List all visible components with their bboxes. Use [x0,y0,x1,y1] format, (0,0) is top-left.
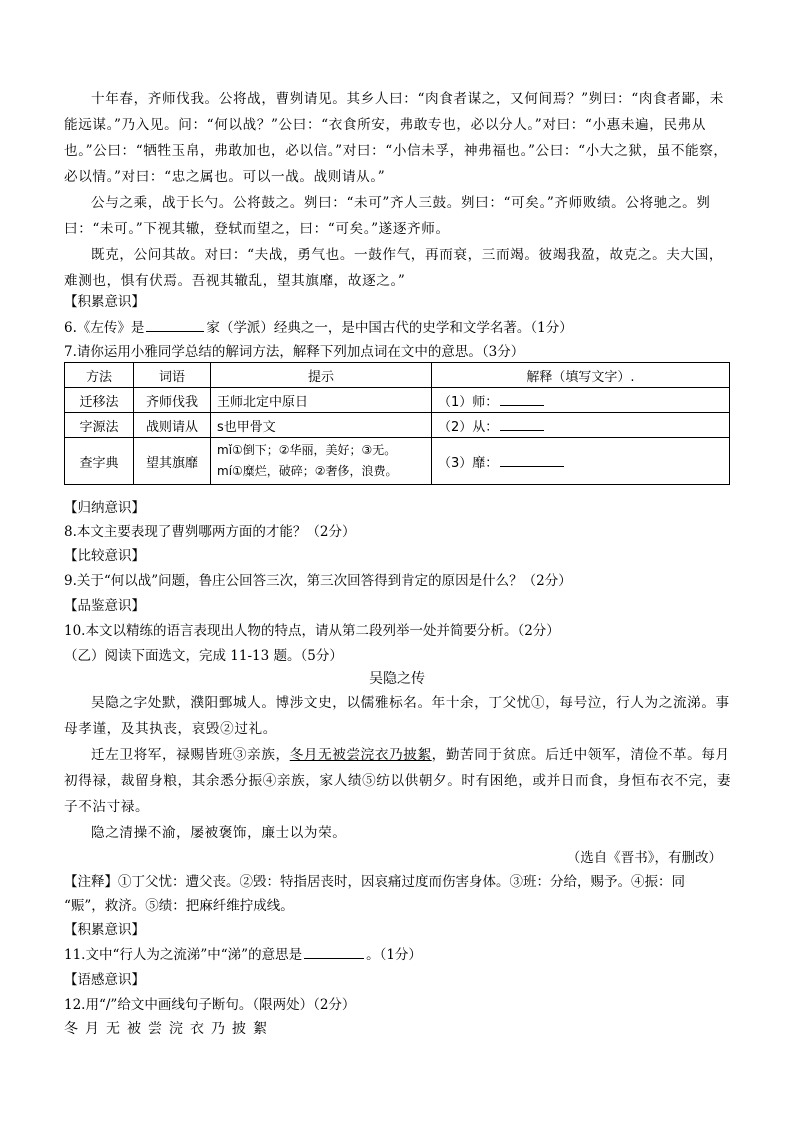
passage-a-paragraph-3: 既克，公问其故。对曰：“夫战，勇气也。一鼓作气，再而衰，三而竭。彼竭我盈，故克之。夫大国，难测也，惧有伏焉。吾视其辙乱，望其旗靡，故逐之。” [64,247,724,289]
q7-table [64,362,730,485]
table-row [65,413,730,438]
question-6 [64,316,573,336]
table-row [65,388,730,413]
question-10: 10.本文以精练的语言表现出人物的特点，请从第二段列举一处并简要分析。（2分） [64,623,560,639]
header-hint: 提示 [211,363,432,388]
question-8: 8.本文主要表现了曹刿哪两方面的才能？（2分） [64,524,356,540]
passage-b-paragraph-2 [64,742,732,820]
row3-hint-line2: mí①糜烂，破碎；②奢侈，浪费。 [217,464,398,478]
header-word: 词语 [134,363,211,388]
section-accumulation-2: 【积累意识】 [64,922,145,938]
question-12: 12.用“/”给文中画线句子断句。（限两处）（2分） [64,997,356,1013]
q11-suffix: 。（1分） [366,947,422,963]
p2-part-a: 迁左卫将军，禄赐皆班③亲族， [91,747,290,763]
row3-hint-line1: mǐ①倒下；②华丽，美好；③无。 [217,443,397,457]
annotation-line-1 [64,870,685,890]
passage-a-paragraph-2: 公与之乘，战于长勺。公将鼓之。刿曰：“未可”齐人三鼓。刿曰：“可矣。”齐师败绩。公将驰之。刿曰：“未可。”下视其辙，登轼而望之，曰：“可矣。”遂逐齐师。 [64,195,711,237]
q11-prefix: 11.文中“行人为之流涕”中“涕”的意思是 [64,947,303,963]
passage-b-paragraph-3: 隐之清操不渝，屡被褒饰，廉士以为荣。 [91,825,347,841]
part-b-title: 吴隐之传 [369,671,425,687]
row3-word: 望其旗靡 [134,438,211,485]
row3-answer-blank[interactable] [500,452,564,467]
row1-answer-cell [432,388,730,413]
row2-word: 战则请从 [134,413,211,438]
row1-word: 齐师伐我 [134,388,211,413]
section-language-sense: 【语感意识】 [64,972,145,988]
q6-suffix: 家（学派）经典之一，是中国古代的史学和文学名著。（1分） [206,320,573,336]
q6-answer-blank[interactable] [146,317,204,332]
row2-answer-label: （2）从： [438,419,499,435]
row2-method: 字源法 [65,413,134,438]
row2-hint: s也甲骨文 [211,413,432,438]
question-11 [64,943,422,963]
passage-a-paragraph-1: 十年春，齐师伐我。公将战，曹刿请见。其乡人曰：“肉食者谋之，又何间焉？”刿曰：“肉食者鄙，未能远谋。”乃入见。问：“何以战？”公曰：“衣食所安，弗敢专也，必以分人。”对曰：“小惠未遍，民弗从也。”公曰：“牺牲玉帛，弗敢加也，必以信。”对曰：“小信未孚，神弗福也。”公曰：“小大之狱，虽不能察，必以情。”对曰：“忠之属也。可以一战。战则请从。” [64,91,728,185]
annotation-label: 【注释】 [64,874,118,890]
row2-answer-cell [432,413,730,438]
q12-sentence[interactable]: 冬月无被尝浣衣乃披絮 [64,1021,274,1037]
passage-b-paragraph-1: 吴隐之字处默，濮阳鄄城人。博涉文史，以儒雅标名。年十余，丁父忧①，每号泣，行人为之流涕。事母孝谨，及其执丧，哀毁②过礼。 [64,695,730,737]
section-comparison: 【比较意识】 [64,548,145,564]
q6-prefix: 6.《左传》是 [64,320,145,336]
p2-part-b: ，勤苦同于贫庶。后迁中领军，清俭不革。每月初得禄，裁留身粮，其余悉分振④亲族，家人绩⑤纺以供朝夕。时有困绝，或并日而食，身恒布衣不完，妻子不沾寸禄。 [64,747,732,815]
row3-answer-cell [432,438,730,485]
header-method: 方法 [65,363,134,388]
question-7: 7.请你运用小雅同学总结的解词方法，解释下列加点词在文中的意思。（3分） [64,344,525,360]
row3-answer-label: （3）靡： [438,455,499,471]
annotation-text-1: ①丁父忧：遭父丧。②毁：特指居丧时，因哀痛过度而伤害身体。③班：分给，赐予。④振：同 [118,874,685,890]
part-b-intro: （乙）阅读下面选文，完成 11-13 题。（5分） [64,648,343,664]
table-header-row [65,363,730,388]
question-9: 9.关于“何以战”问题，鲁庄公回答三次，第三次回答得到肯定的原因是什么？（2分） [64,573,572,589]
source-note: （选自《晋书》，有删改） [566,850,722,866]
q11-answer-blank[interactable] [304,944,364,959]
row1-answer-label: （1）师： [438,394,499,410]
row3-hint [211,438,432,485]
underlined-sentence: 冬月无被尝浣衣乃披絮 [289,747,432,763]
section-accumulation: 【积累意识】 [64,294,145,310]
section-induction: 【归纳意识】 [64,500,145,516]
row1-answer-blank[interactable] [500,391,544,406]
header-answer: 解释（填写文字）. [432,363,730,388]
table-row [65,438,730,485]
row2-answer-blank[interactable] [500,416,544,431]
row3-method: 查字典 [65,438,134,485]
annotation-line-2: “赈”，救济。⑤绩：把麻纤维拧成线。 [64,898,294,914]
section-appreciation: 【品鉴意识】 [64,598,145,614]
row1-hint: 王师北定中原日 [211,388,432,413]
row1-method: 迁移法 [65,388,134,413]
